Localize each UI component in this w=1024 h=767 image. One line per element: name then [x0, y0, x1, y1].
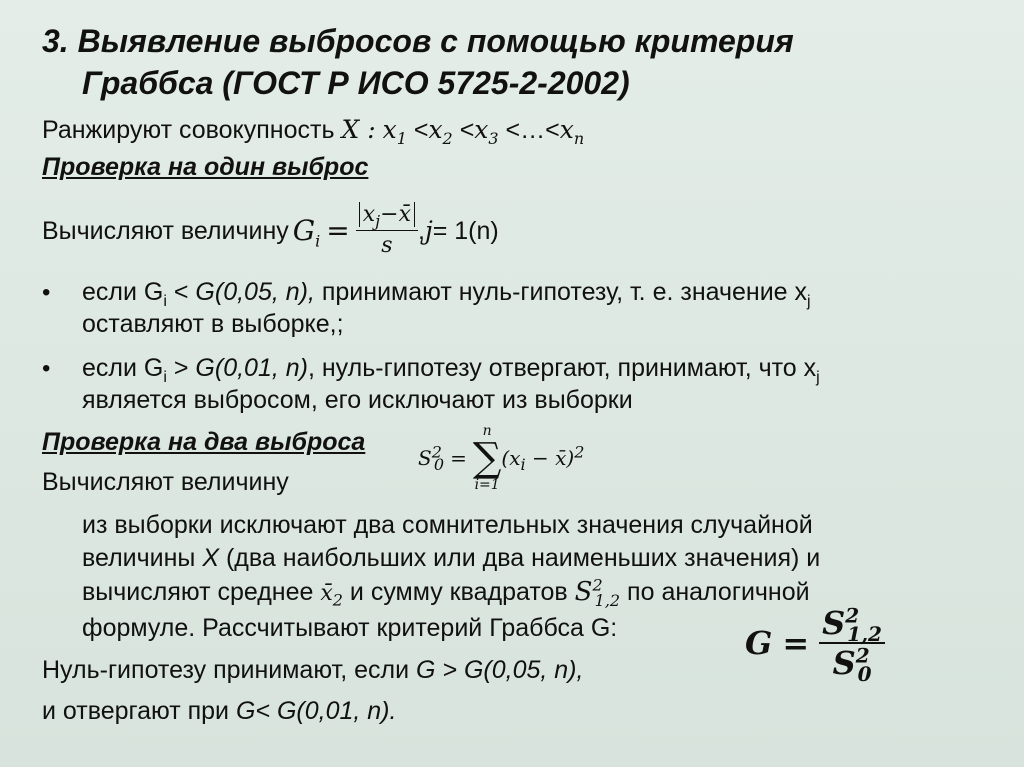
g-fraction — [819, 603, 885, 687]
title-line-1: 3. Выявление выбросов с помощью критерия — [42, 23, 794, 59]
lt-symbol: < — [459, 116, 475, 144]
bullet-1-line-1: если $G_i < G(0,05$, n), принимают нуль-гипотезу, т. е. значение $x_j$ — [82, 278, 811, 310]
bullet-2-line-1: если $G_i > G(0,01$, n), нуль-гипотезу отвергают, принимают, что $x_j$ — [82, 354, 820, 386]
bullet-1-line-2: оставляют в выборке,; — [82, 310, 344, 338]
ranking-x1: $x_1$ — [382, 115, 407, 148]
heading-one-outlier: Проверка на один выброс — [42, 153, 369, 181]
gi-symbol: $G_i$ — [292, 213, 321, 251]
ranking-text: Ранжируют совокупность — [42, 116, 342, 144]
g-numerator: $S^2_{1,2}$ — [819, 604, 885, 644]
lt-symbol: < — [545, 116, 560, 144]
gi-eq: = — [326, 213, 350, 247]
ellipsis: … — [520, 116, 546, 144]
ranking-line — [42, 115, 585, 148]
gi-compute-text: Вычисляют величину — [42, 216, 289, 245]
j-var: j — [424, 215, 433, 245]
bullet-2 — [42, 353, 820, 414]
ranking-set: X : — [341, 115, 376, 144]
g-symbol: G — [745, 624, 773, 662]
s0-symbol: $S^2_0$ — [418, 442, 445, 474]
g-denominator: $S^2_0$ — [832, 643, 872, 687]
bullet-mark: • — [42, 279, 51, 306]
ranking-x2: $x_2$ — [428, 115, 453, 148]
accept-line: Нуль-гипотезу принимают, если G > G(0,05, n), — [42, 656, 584, 684]
sigma-block — [473, 424, 502, 492]
sigma-icon: ∑ — [472, 435, 502, 481]
gi-fraction — [356, 200, 418, 261]
s0-formula — [418, 424, 584, 492]
lt-symbol: < — [413, 116, 429, 144]
gi-numerator: $x_j-x̄$ — [356, 200, 418, 231]
sigma-upper: n — [482, 423, 492, 439]
comma: , — [418, 216, 425, 245]
ranking-x3: $x_3$ — [474, 115, 499, 148]
ranking-xn: $x_n$ — [559, 115, 585, 148]
j-rest: = 1(n) — [432, 216, 499, 245]
reject-line: и отвергают при G< G(0,01, n). — [42, 697, 397, 725]
title-line-2: Граббса (ГОСТ Р ИСО 5725-2-2002) — [82, 65, 630, 101]
compute-two-text: Вычисляют величину — [42, 468, 289, 496]
para-line-4: формуле. Рассчитывают критерий Граббса G: — [82, 614, 618, 642]
bullet-1 — [42, 277, 811, 338]
gi-line — [42, 200, 499, 261]
para-line-2: величины X (два наибольших или два наименьших значения) и — [82, 544, 821, 572]
s0-eq: = — [450, 446, 467, 470]
bullet-2-line-2: является выбросом, его исключают из выборки — [82, 386, 633, 414]
heading-two-outliers: Проверка на два выброса — [42, 428, 366, 456]
sigma-lower: i=1 — [474, 477, 500, 493]
slide-title — [42, 20, 794, 104]
bullet-mark: • — [42, 355, 51, 382]
g-formula — [745, 603, 885, 687]
g-eq: = — [782, 624, 810, 662]
para-line-3: вычисляют среднее $x̄_2$ и сумму квадратов $S^2_{1,2}$ по аналогичной — [82, 575, 810, 611]
lt-symbol: < — [505, 116, 521, 144]
s0-body: ($x_i$ − x̄)$^2$ — [501, 442, 585, 474]
para-line-1: из выборки исключают два сомнительных значения случайной — [82, 511, 813, 539]
gi-denominator: s — [381, 233, 393, 258]
